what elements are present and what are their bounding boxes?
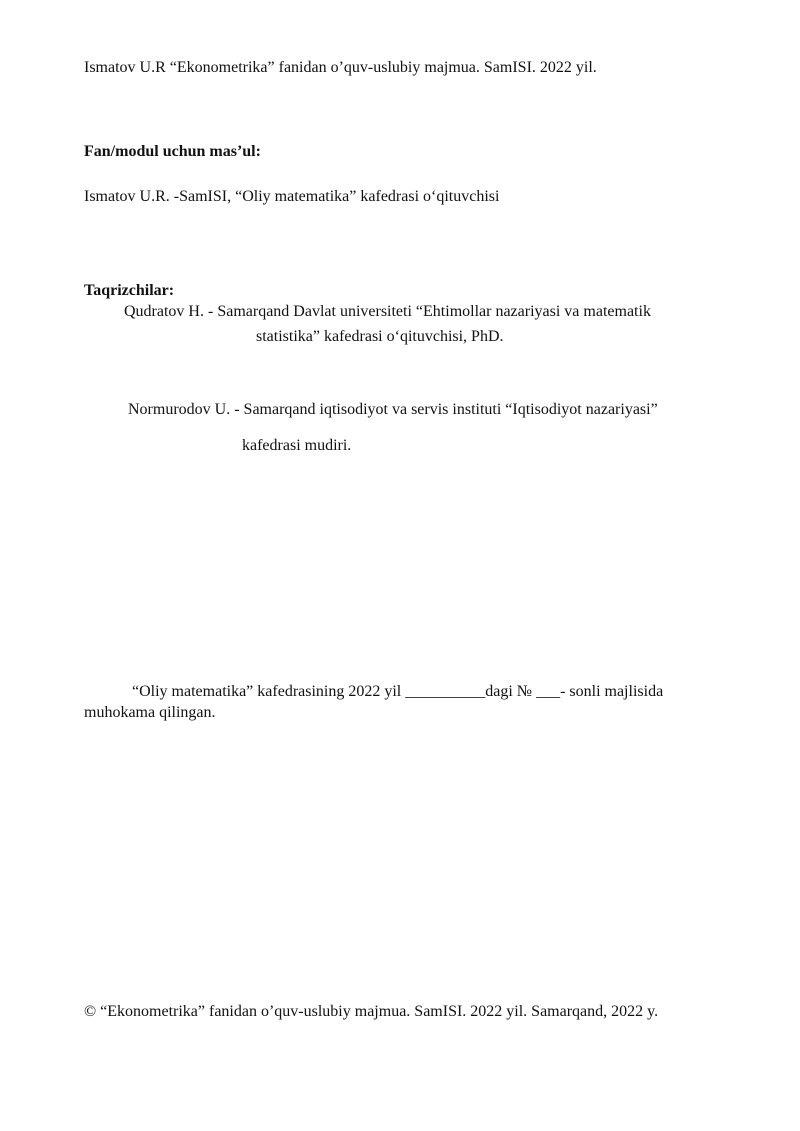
reviewers-heading: Taqrizchilar: [84,282,175,299]
reviewer-1-line2: statistika” kafedrasi o‘qituvchisi, PhD. [256,328,504,345]
approval-line1: “Oliy matematika” kafedrasining 2022 yil __________dagi № ___- sonli majlisida [132,683,664,700]
responsible-person: Ismatov U.R. -SamISI, “Oliy matematika” kafedrasi o‘qituvchisi [84,188,500,205]
footer-copyright: © “Ekonometrika” fanidan o’quv-uslubiy majmua. SamISI. 2022 yil. Samarqand, 2022 y. [84,1003,659,1020]
responsible-heading: Fan/modul uchun mas’ul: [84,143,261,160]
header-line: Ismatov U.R “Ekonometrika” fanidan o’quv-uslubiy majmua. SamISI. 2022 yil. [84,59,597,76]
reviewer-1-line1: Qudratov H. - Samarqand Davlat universiteti “Ehtimollar nazariyasi va matematik [124,303,651,320]
approval-line2: muhokama qilingan. [84,704,216,721]
reviewer-2-line1: Normurodov U. - Samarqand iqtisodiyot va servis instituti “Iqtisodiyot nazariyasi” [128,401,658,418]
reviewer-2-line2: kafedrasi mudiri. [242,437,352,454]
